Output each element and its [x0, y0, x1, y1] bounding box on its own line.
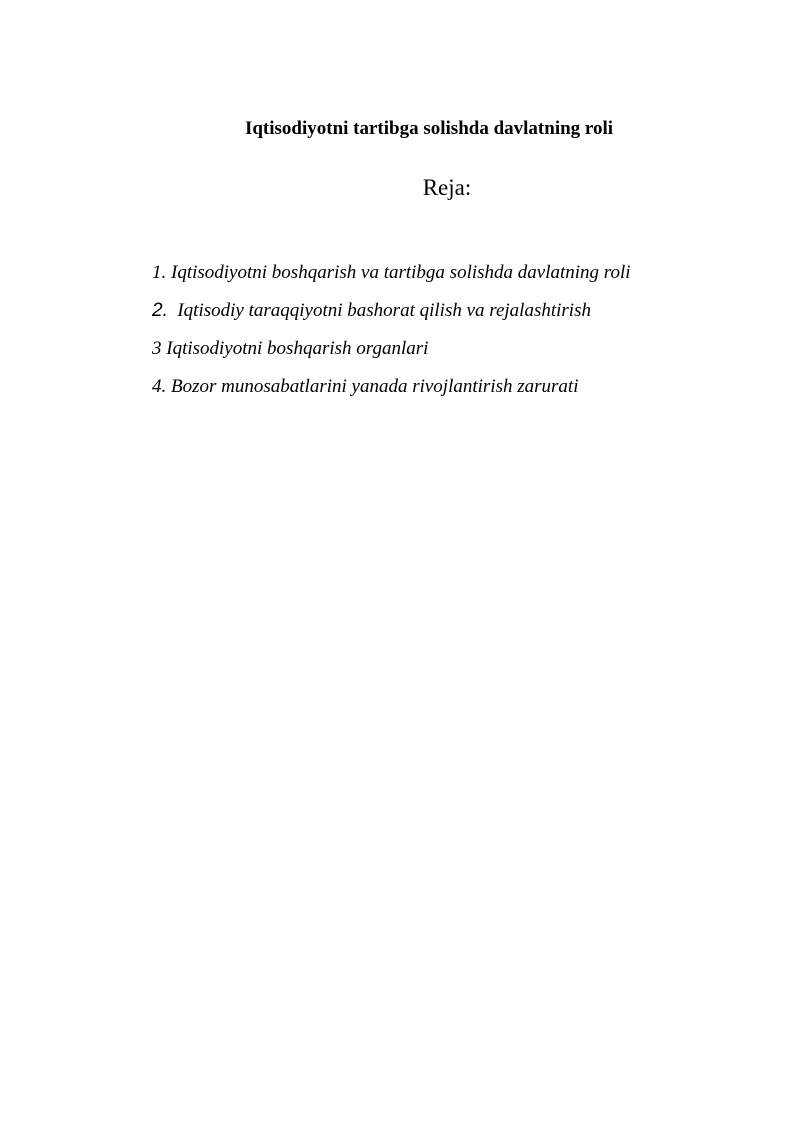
plan-item-text: Iqtisodiyotni boshqarish va tartibga solishda davlatning roli [166, 262, 631, 283]
plan-item-number: 4. [152, 376, 167, 397]
plan-item-number: 2. [152, 300, 168, 321]
plan-item-2 [152, 297, 631, 335]
plan-item-4 [152, 373, 631, 411]
plan-item-text: Iqtisodiyotni boshqarish organlari [161, 338, 429, 359]
plan-item-text: Iqtisodiy taraqqiyotni bashorat qilish va rejalashtirish [167, 300, 591, 321]
plan-item-1 [152, 259, 631, 297]
plan-item-number: 1. [152, 262, 167, 283]
plan-heading: Reja: [422, 175, 472, 200]
plan-item-3 [152, 335, 631, 373]
document-title: Iqtisodiyotni tartibga solishda davlatning roli [244, 118, 614, 139]
plan-item-number: 3 [152, 338, 162, 359]
plan-list [152, 259, 631, 411]
plan-item-text: Bozor munosabatlarini yanada rivojlantirish zarurati [166, 376, 579, 397]
